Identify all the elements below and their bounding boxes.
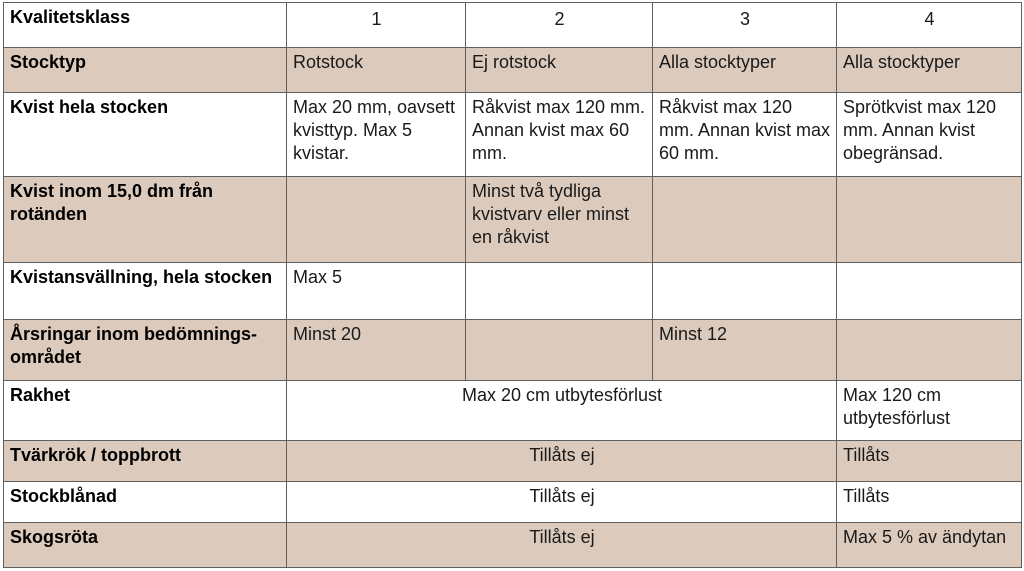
rakhet-row: [4, 381, 1022, 441]
cell-class-1: Max 5: [287, 263, 466, 320]
cell-class-4: Tillåts: [837, 482, 1022, 523]
class-1-header: 1: [287, 3, 466, 48]
cell-class-3: [653, 263, 837, 320]
quality-class-table: [3, 2, 1022, 568]
row-label: Kvist inom 15,0 dm från rotänden: [4, 177, 287, 263]
row-label: Stockblånad: [4, 482, 287, 523]
header-label: Kvalitetsklass: [4, 3, 287, 48]
class-2-header: 2: [466, 3, 653, 48]
row-label: Tvärkrök / toppbrott: [4, 441, 287, 482]
class-3-header: 3: [653, 3, 837, 48]
cell-class-1-3: Tillåts ej: [287, 441, 837, 482]
stocktyp-row: [4, 48, 1022, 93]
row-label: Årsringar inom bedömnings-området: [4, 320, 287, 381]
kvist-hela-stocken-row: [4, 93, 1022, 177]
row-label: Rakhet: [4, 381, 287, 441]
row-label: Skogsröta: [4, 523, 287, 568]
cell-class-3: [653, 177, 837, 263]
cell-class-1-3: Max 20 cm utbytesförlust: [287, 381, 837, 441]
cell-class-1: Max 20 mm, oavsett kvisttyp. Max 5 kvistar.: [287, 93, 466, 177]
header-row: [4, 3, 1022, 48]
kvist-inom-row: [4, 177, 1022, 263]
cell-class-1: [287, 177, 466, 263]
tvarkrok-row: [4, 441, 1022, 482]
cell-class-4: Alla stocktyper: [837, 48, 1022, 93]
cell-class-2: Ej rotstock: [466, 48, 653, 93]
stockblanad-row: [4, 482, 1022, 523]
cell-class-2: Råkvist max 120 mm. Annan kvist max 60 mm.: [466, 93, 653, 177]
class-4-header: 4: [837, 3, 1022, 48]
cell-class-3: Råkvist max 120 mm. Annan kvist max 60 mm.: [653, 93, 837, 177]
cell-class-4: [837, 177, 1022, 263]
kvistansvallning-row: [4, 263, 1022, 320]
row-label: Stocktyp: [4, 48, 287, 93]
row-label: Kvist hela stocken: [4, 93, 287, 177]
cell-class-4: Max 120 cm utbytesförlust: [837, 381, 1022, 441]
cell-class-2: [466, 263, 653, 320]
cell-class-4: [837, 320, 1022, 381]
cell-class-2: [466, 320, 653, 381]
cell-class-3: Alla stocktyper: [653, 48, 837, 93]
cell-class-1: Rotstock: [287, 48, 466, 93]
cell-class-2: Minst två tydliga kvistvarv eller minst en råkvist: [466, 177, 653, 263]
skogsrota-row: [4, 523, 1022, 568]
cell-class-4: Sprötkvist max 120 mm. Annan kvist obegränsad.: [837, 93, 1022, 177]
cell-class-1: Minst 20: [287, 320, 466, 381]
row-label: Kvistansvällning, hela stocken: [4, 263, 287, 320]
cell-class-4: [837, 263, 1022, 320]
cell-class-1-3: Tillåts ej: [287, 482, 837, 523]
cell-class-3: Minst 12: [653, 320, 837, 381]
cell-class-1-3: Tillåts ej: [287, 523, 837, 568]
arsringar-row: [4, 320, 1022, 381]
cell-class-4: Max 5 % av ändytan: [837, 523, 1022, 568]
cell-class-4: Tillåts: [837, 441, 1022, 482]
